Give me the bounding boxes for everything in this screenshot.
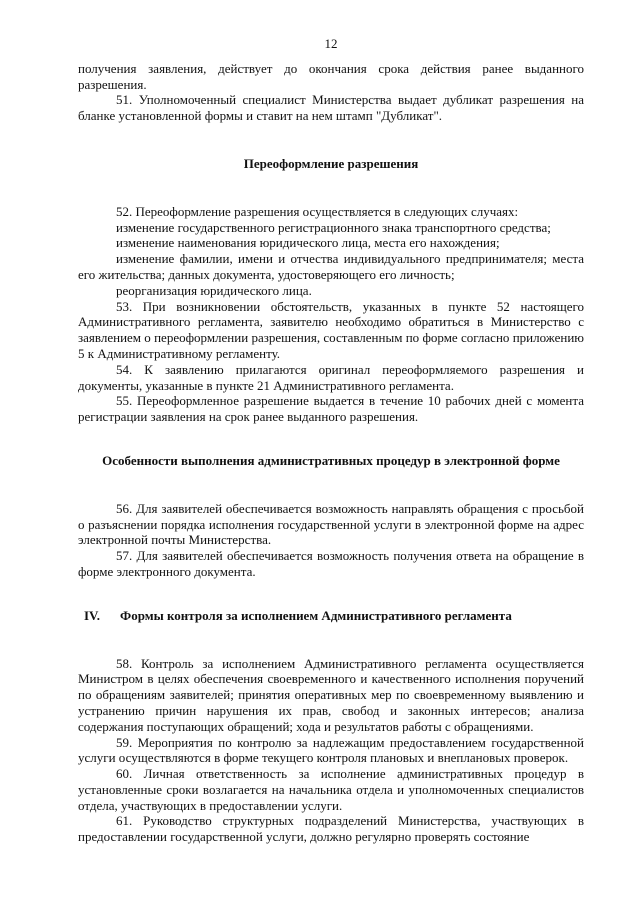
paragraph-52-case-1: изменение государственного регистрационного знака транспортного средства; <box>116 219 551 235</box>
paragraph-55: 55. Переоформленное разрешение выдается в течение 10 рабочих дней с момента регистрации заявления на срок ранее выданного разрешения. <box>78 393 584 425</box>
paragraph-56: 56. Для заявителей обеспечивается возможность направлять обращения с просьбой о разъяснении порядка исполнения государственной услуги в электронной форме на адрес электронной почты Министерства. <box>78 500 584 548</box>
paragraph-61: 61. Руководство структурных подразделений Министерства, участвующих в предоставлении государственной услуги, должно регулярно проверять состояние <box>78 813 584 845</box>
page-number: 12 <box>324 36 338 51</box>
paragraph-58: 58. Контроль за исполнением Административного регламента осуществляется Министром в целях обеспечения своевременного и качественного исполнения поручений по обращениям заявителей; принятия оперативных мер по своевременному выявлению и устранению причин нарушения их прав, свобод и законных интересов; анализа содержания поступающих обращений; хода и результатов работы с обращениями. <box>78 655 584 734</box>
paragraph-57: 57. Для заявителей обеспечивается возможность получения ответа на обращение в форме электронного документа. <box>78 548 584 579</box>
paragraph-52-case-4: реорганизация юридического лица. <box>116 282 312 298</box>
paragraph-51: 51. Уполномоченный специалист Министерства выдает дубликат разрешения на бланке установленной формы и ставит на нем штамп "Дубликат". <box>78 92 584 124</box>
section-iv-title: Формы контроля за исполнением Административного регламента <box>120 607 512 623</box>
paragraph-50-continued: получения заявления, действует до окончания срока действия ранее выданного разрешения. <box>78 60 584 92</box>
paragraph-53: 53. При возникновении обстоятельств, указанных в пункте 52 настоящего Административного регламента, заявителю необходимо обратиться в Министерство с заявлением о переоформлении разрешения, составленным по форме согласно приложению 5 к Административному регламенту. <box>78 298 584 361</box>
paragraph-52-case-2: изменение наименования юридического лица, места его нахождения; <box>116 235 500 251</box>
paragraph-59: 59. Мероприятия по контролю за надлежащим предоставлением государственной услуги осуществляются в форме текущего контроля плановых и внеплановых проверок. <box>78 734 584 766</box>
heading-electronic: Особенности выполнения административных процедур в электронной форме <box>102 452 560 468</box>
paragraph-54: 54. К заявлению прилагаются оригинал переоформляемого разрешения и документы, указанные в пункте 21 Административного регламента. <box>78 361 584 393</box>
section-iv-number: IV. <box>84 607 101 623</box>
paragraph-52: 52. Переоформление разрешения осуществляется в следующих случаях: <box>116 203 519 219</box>
section-iv-heading <box>78 608 584 624</box>
heading-reissue: Переоформление разрешения <box>243 155 419 171</box>
paragraph-60: 60. Личная ответственность за исполнение административных процедур в установленные сроки возлагается на начальника отдела и уполномоченных специалистов отдела, участвующих в предоставлении услуги. <box>78 766 584 813</box>
paragraph-52-case-3: изменение фамилии, имени и отчества индивидуального предпринимателя; места его жительства; данных документа, удостоверяющего его личность; <box>78 251 584 282</box>
